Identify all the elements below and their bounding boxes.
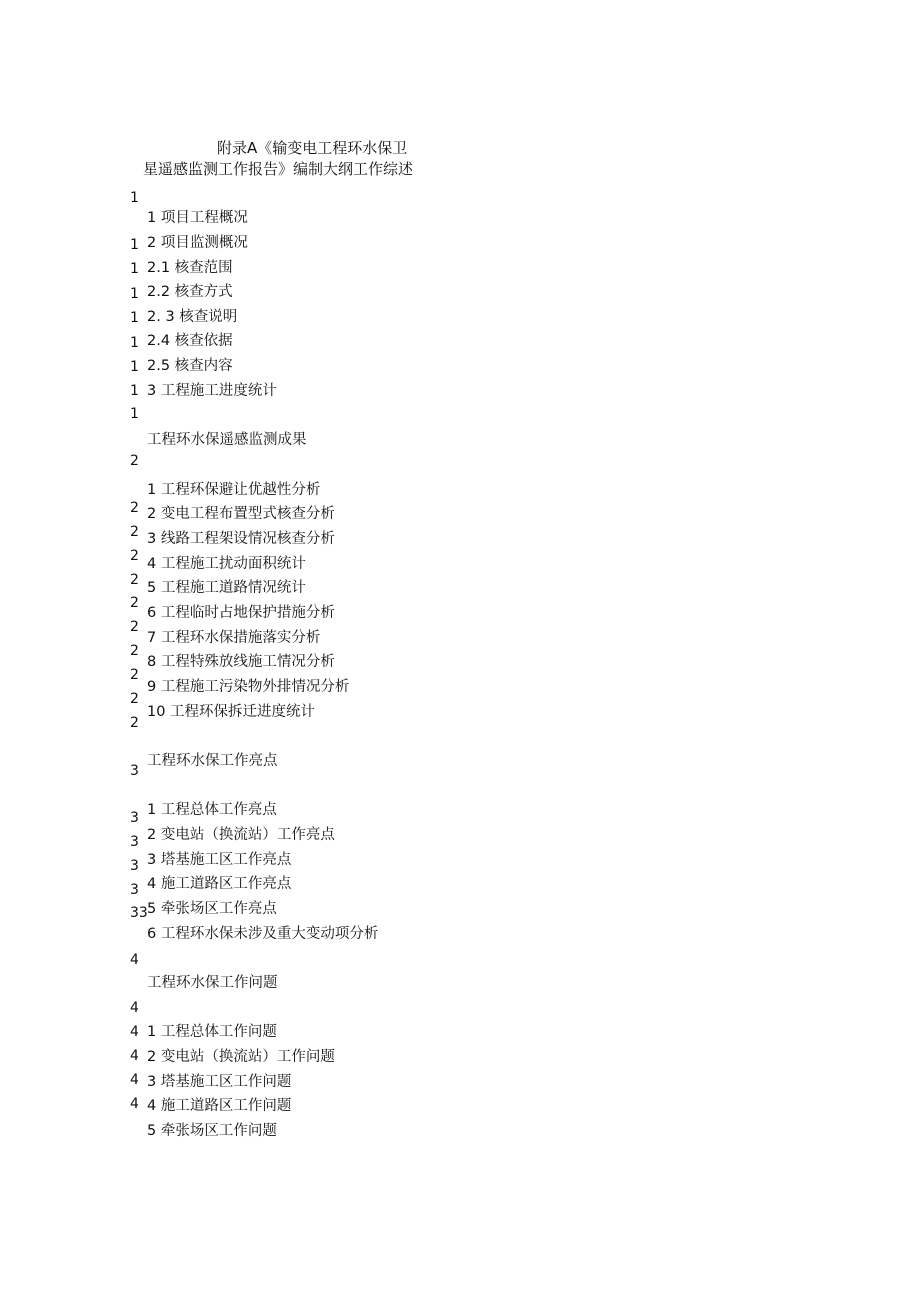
outline-line: 3 塔基施工区工作亮点 xyxy=(147,852,292,868)
margin-number: 3 xyxy=(130,763,139,779)
outline-line: 2.1 核查范围 xyxy=(147,260,233,276)
margin-number: 2 xyxy=(130,572,139,588)
section-heading: 工程环水保遥感监测成果 xyxy=(147,432,307,448)
margin-number: 2 xyxy=(130,619,139,635)
outline-line: 5 工程施工道路情况统计 xyxy=(147,580,306,596)
outline-line: 7 工程环水保措施落实分析 xyxy=(147,630,321,646)
outline-line: 9 工程施工污染物外排情况分析 xyxy=(147,679,350,695)
margin-number: 1 xyxy=(130,359,139,375)
outline-line: 2 变电站（换流站）工作问题 xyxy=(147,1049,335,1065)
outline-line: 3 塔基施工区工作问题 xyxy=(147,1074,292,1090)
margin-number: 4 xyxy=(130,1048,139,1064)
margin-number: 1 xyxy=(130,310,139,326)
outline-line: 1 项目工程概况 xyxy=(147,210,248,226)
outline-line: 2 变电工程布置型式核查分析 xyxy=(147,506,335,522)
margin-number: 3 xyxy=(130,834,139,850)
outline-line: 4 施工道路区工作亮点 xyxy=(147,876,292,892)
outline-line: 6 工程临时占地保护措施分析 xyxy=(147,605,335,621)
margin-number: 3 xyxy=(130,858,139,874)
margin-number: 4 xyxy=(130,1072,139,1088)
margin-number: 1 xyxy=(130,335,139,351)
title-line-2: 星遥感监测工作报告》编制大纲工作综述 xyxy=(143,160,414,178)
outline-line: 10 工程环保拆迁进度统计 xyxy=(147,704,316,720)
margin-number: 33 xyxy=(130,905,148,921)
margin-number: 2 xyxy=(130,691,139,707)
margin-number: 1 xyxy=(130,190,139,206)
margin-number: 1 xyxy=(130,383,139,399)
outline-line: 5 牵张场区工作问题 xyxy=(147,1123,277,1139)
margin-number: 2 xyxy=(130,500,139,516)
margin-number: 2 xyxy=(130,595,139,611)
outline-line: 6 工程环水保未涉及重大变动项分析 xyxy=(147,926,379,942)
outline-line: 3 线路工程架设情况核查分析 xyxy=(147,531,335,547)
margin-number: 3 xyxy=(130,882,139,898)
margin-number: 2 xyxy=(130,524,139,540)
margin-number: 4 xyxy=(130,1000,139,1016)
margin-number: 2 xyxy=(130,548,139,564)
margin-number: 4 xyxy=(130,952,139,968)
margin-number: 1 xyxy=(130,286,139,302)
outline-line: 4 工程施工扰动面积统计 xyxy=(147,556,306,572)
outline-line: 1 工程总体工作亮点 xyxy=(147,802,277,818)
outline-line: 2.5 核查内容 xyxy=(147,358,233,374)
outline-line: 2 变电站（换流站）工作亮点 xyxy=(147,827,335,843)
outline-line: 3 工程施工进度统计 xyxy=(147,383,277,399)
outline-line: 2.4 核查依据 xyxy=(147,333,233,349)
margin-number: 4 xyxy=(130,1024,139,1040)
outline-line: 2. 3 核查说明 xyxy=(147,309,238,325)
outline-line: 8 工程特殊放线施工情况分析 xyxy=(147,654,335,670)
margin-number: 2 xyxy=(130,453,139,469)
outline-line: 1 工程环保避让优越性分析 xyxy=(147,482,321,498)
margin-number: 1 xyxy=(130,237,139,253)
outline-line: 1 工程总体工作问题 xyxy=(147,1024,277,1040)
margin-number: 2 xyxy=(130,643,139,659)
margin-number: 3 xyxy=(130,810,139,826)
margin-number: 1 xyxy=(130,261,139,277)
margin-number: 1 xyxy=(130,406,139,422)
section-heading: 工程环水保工作亮点 xyxy=(147,753,278,769)
margin-number: 4 xyxy=(130,1096,139,1112)
margin-number: 2 xyxy=(130,715,139,731)
outline-line: 5 牵张场区工作亮点 xyxy=(147,901,277,917)
outline-line: 4 施工道路区工作问题 xyxy=(147,1098,292,1114)
title-line-1: 附录A《输变电工程环水保卫 xyxy=(217,139,408,157)
outline-line: 2 项目监测概况 xyxy=(147,235,248,251)
margin-number: 2 xyxy=(130,667,139,683)
outline-line: 2.2 核查方式 xyxy=(147,284,233,300)
section-heading: 工程环水保工作问题 xyxy=(147,975,278,991)
